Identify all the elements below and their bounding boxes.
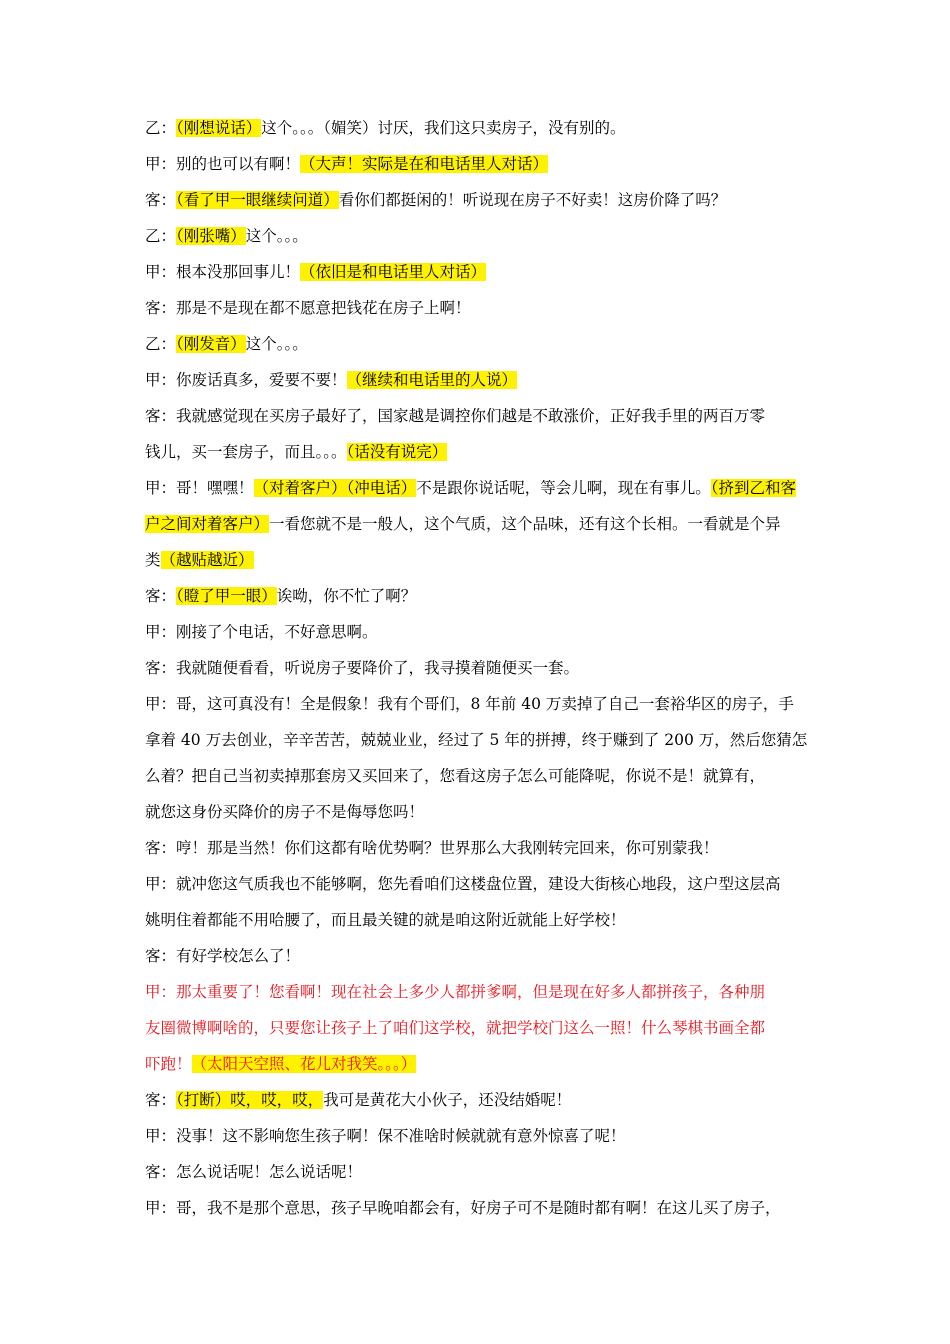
dialogue-text: 客：我就感觉现在买房子最好了，国家越是调控你们越是不敢涨价，正好我手里的两百万零 [145,407,766,425]
dialogue-text: 看你们都挺闲的！听说现在房子不好卖！这房价降了吗？ [338,191,727,209]
dialogue-line [145,146,810,182]
dialogue-text: 钱儿，买一套房子，而且。。。 [145,443,347,461]
stage-direction-highlight: （刚想说话） [176,119,262,137]
dialogue-text: 客：怎么说话呢！怎么说话呢！ [145,1163,363,1181]
dialogue-text: 客： [145,1091,177,1109]
dialogue-text: 甲：你废话真多，爱要不要！ [145,371,347,389]
dialogue-line [145,1010,810,1046]
dialogue-line [145,542,810,578]
dialogue-line [145,434,810,470]
stage-direction-highlight: （对着客户）（冲电话） [253,479,417,497]
stage-direction-highlight: （太阳天空照、花儿对我笑。。。） [191,1055,417,1073]
dialogue-text: 甲：根本没那回事儿！ [145,263,301,281]
dialogue-line [145,1046,810,1082]
dialogue-text: 这个。。。 [245,227,308,245]
dialogue-line [145,218,810,254]
dialogue-line [145,290,810,326]
stage-direction-highlight: （挤到乙和客 [710,479,797,497]
dialogue-line [145,866,810,902]
dialogue-line [145,398,810,434]
dialogue-line [145,974,810,1010]
dialogue-text: 客：我就随便看看，听说房子要降价了，我寻摸着随便买一套。 [145,659,580,677]
dialogue-text: 客： [145,191,177,209]
dialogue-line [145,1154,810,1190]
dialogue-text: 甲：哥，这可真没有！全是假象！我有个哥们，8 年前 40 万卖掉了自己一套裕华区的房子，手 [145,695,794,713]
dialogue-text: 姚明住着都能不用哈腰了，而且最关键的就是咱这附近就能上好学校！ [145,911,626,929]
dialogue-text: 一看您就不是一般人，这个气质，这个品味，还有这个长相。一看就是个异 [269,515,781,533]
stage-direction-highlight: （大声！实际是在和电话里人对话） [300,155,549,173]
dialogue-text: 就您这身份买降价的房子不是侮辱您吗！ [145,803,425,821]
dialogue-text: 客： [145,587,177,605]
dialogue-line [145,254,810,290]
dialogue-text: 甲：别的也可以有啊！ [145,155,301,173]
dialogue-line [145,362,810,398]
stage-direction-highlight: （依旧是和电话里人对话） [300,263,487,281]
dialogue-text: 乙： [145,335,177,353]
stage-direction-highlight: （刚张嘴） [176,227,246,245]
dialogue-line [145,1118,810,1154]
dialogue-text: 拿着 40 万去创业，辛辛苦苦，兢兢业业，经过了 5 年的拼搏，终于赚到了 200 万，然后您猜怎 [145,731,808,749]
dialogue-text: 我可是黄花大小伙子，还没结婚呢！ [323,1091,572,1109]
dialogue-line [145,758,810,794]
dialogue-text: 乙： [145,119,177,137]
dialogue-script [145,110,810,1226]
dialogue-line [145,614,810,650]
dialogue-line [145,650,810,686]
dialogue-text: 这个。。。（媚笑）讨厌，我们这只卖房子，没有别的。 [261,119,626,137]
dialogue-text: 类 [145,551,161,569]
stage-direction-highlight: （话没有说完） [346,443,448,461]
dialogue-line [145,326,810,362]
dialogue-text: 甲：那太重要了！您看啊！现在社会上多少人都拼爹啊，但是现在好多人都拼孩子，各种朋 [145,983,766,1001]
dialogue-line [145,506,810,542]
dialogue-text: 友圈微博啊啥的，只要您让孩子上了咱们这学校，就把学校门这么一照！什么琴棋书画全都 [145,1019,766,1037]
dialogue-line [145,182,810,218]
dialogue-line [145,938,810,974]
dialogue-line [145,1082,810,1118]
dialogue-text: 这个。。。 [245,335,308,353]
stage-direction-highlight: 户之间对着客户） [145,515,270,533]
dialogue-text: 甲：就冲您这气质我也不能够啊，您先看咱们这楼盘位置，建设大街核心地段，这户型这层高 [145,875,781,893]
dialogue-text: 不是跟你说话呢，等会儿啊，现在有事儿。 [416,479,711,497]
dialogue-line [145,902,810,938]
dialogue-line [145,470,810,506]
dialogue-text: 客：有好学校怎么了！ [145,947,301,965]
dialogue-line [145,722,810,758]
dialogue-text: 乙： [145,227,177,245]
dialogue-text: 甲：哥！嘿嘿！ [145,479,254,497]
dialogue-text: 诶呦，你不忙了啊？ [276,587,417,605]
dialogue-text: 客：哼！那是当然！你们这都有啥优势啊？世界那么大我刚转完回来，你可别蒙我！ [145,839,719,857]
dialogue-line [145,1190,810,1226]
dialogue-text: 甲：刚接了个电话，不好意思啊。 [145,623,378,641]
stage-direction-highlight: （看了甲一眼继续问道） [176,191,339,209]
dialogue-text: 吓跑！ [145,1055,192,1073]
dialogue-line [145,794,810,830]
stage-direction-highlight: （刚发音） [176,335,246,353]
dialogue-text: 客：那是不是现在都不愿意把钱花在房子上啊！ [145,299,471,317]
dialogue-line [145,578,810,614]
stage-direction-highlight: （继续和电话里的人说） [346,371,518,389]
dialogue-line [145,830,810,866]
stage-direction-highlight: （打断）哎，哎，哎， [176,1091,324,1109]
dialogue-text: 甲：没事！这不影响您生孩子啊！保不准啥时候就就有意外惊喜了呢！ [145,1127,626,1145]
stage-direction-highlight: （越贴越近） [160,551,254,569]
stage-direction-highlight: （瞪了甲一眼） [176,587,277,605]
dialogue-text: 么着？把自己当初卖掉那套房又买回来了，您看这房子怎么可能降呢，你说不是！就算有， [145,767,766,785]
dialogue-line [145,686,810,722]
dialogue-text: 甲：哥，我不是那个意思，孩子早晚咱都会有，好房子可不是随时都有啊！在这儿买了房子， [145,1199,781,1217]
dialogue-line [145,110,810,146]
